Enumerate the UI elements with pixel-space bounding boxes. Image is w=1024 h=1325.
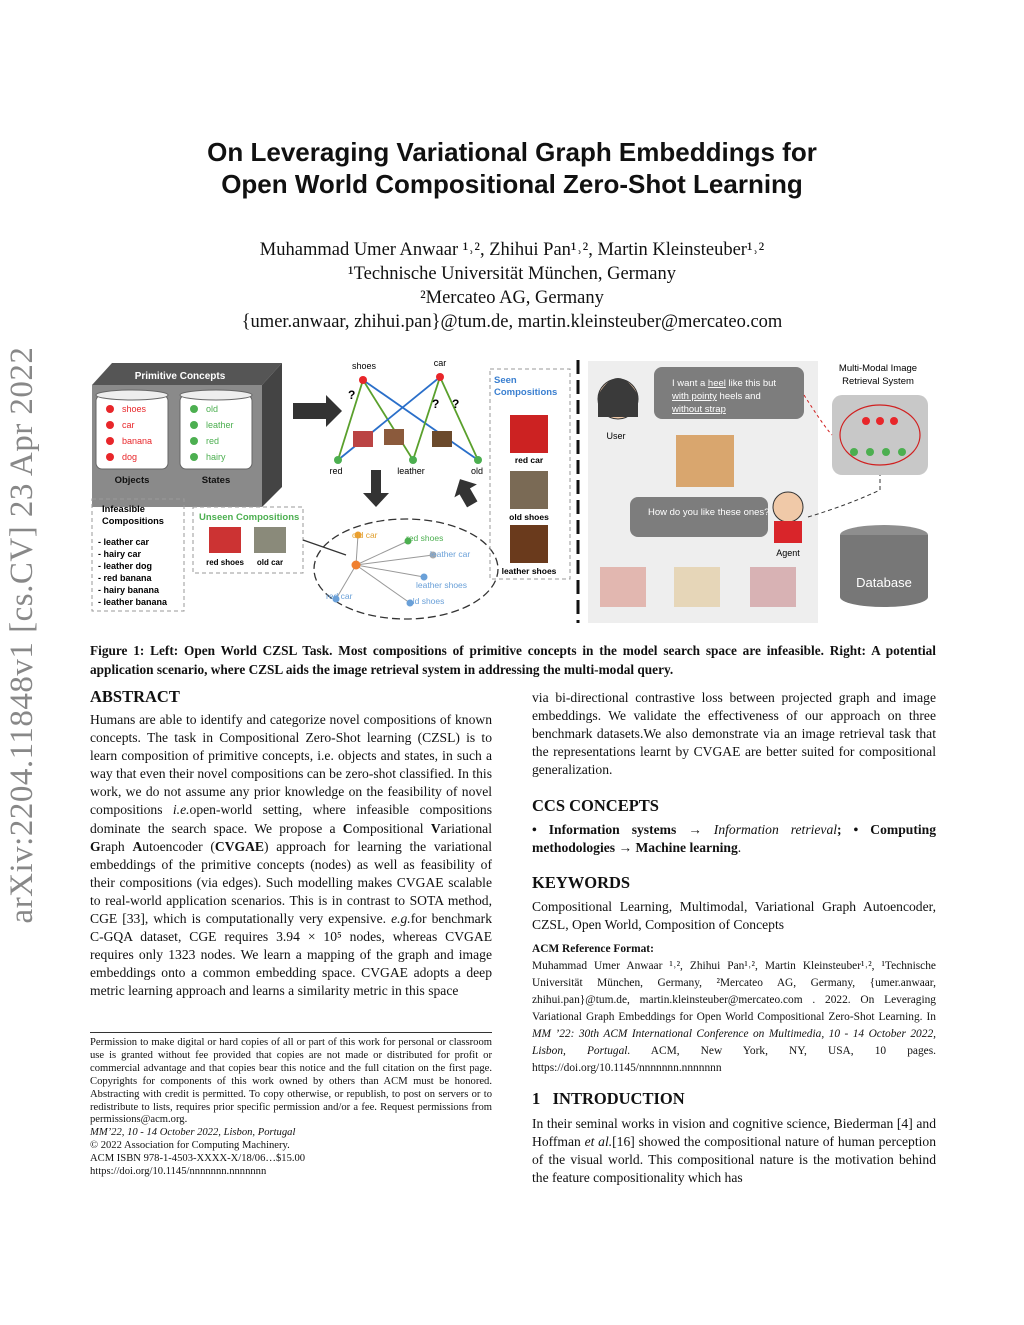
- seen-item: leather shoes: [501, 566, 557, 576]
- question-mark-2: ?: [432, 397, 440, 411]
- copyright-line: © 2022 Association for Computing Machinery.: [90, 1140, 290, 1152]
- state-item: leather: [206, 420, 234, 430]
- intro-heading: 1 INTRODUCTION: [532, 1089, 685, 1108]
- unseen-title: Unseen Compositions: [199, 512, 300, 523]
- seen-item: red car: [514, 455, 544, 465]
- keywords-body: Compositional Learning, Multimodal, Variational Graph Autoencoder, CZSL, Open World, Composition of Concepts: [532, 899, 936, 933]
- abstract-body: Humans are able to identify and categorize novel compositions of known concepts. The task in Compositional Zero-Shot learning (CZSL) is to learn composition of primitive concepts, i.e. objects and states, in such a way that even their novel compositions can be zero-shot classified. In this work, we do not assume any prior knowledge on the feasibility of novel compositions i.e.open-world setting, where infeasible compositions dominate the search space. We propose a Compositional Variational Graph Autoencoder (CVGAE) approach for learning the variational embeddings of the primitive concepts (nodes) as well as feasibility of their compositions (via edges). Such modelling makes CVGAE scalable to real-world application scenarios. This is in contrast to SOTA method, CGE [33], which is computationally very expensive. e.g.for benchmark C-GQA dataset, CGE requires 3.94 × 10⁵ nodes, whereas CVGAE requires only 1323 nodes. We learn a mapping of the graph and image embeddings onto a common embedding space. CVGAE adopts a deep metric learning approach and learns a similarity metric in this space: [90, 712, 493, 999]
- permission-footnote: [90, 1037, 492, 1179]
- state-item: red: [206, 436, 220, 446]
- graph-node-shoes: shoes: [351, 361, 377, 371]
- red-shoes-photo: [209, 527, 241, 553]
- curved-arrow-icon: [448, 473, 485, 510]
- graph-node-red: red: [329, 466, 343, 476]
- graph-node-leather: leather: [397, 466, 425, 476]
- infeasible-item: - leather banana: [98, 597, 168, 607]
- author-names: Muhammad Umer Anwaar ¹˒², Zhihui Pan¹˒², Martin Kleinsteuber¹˒²: [259, 240, 765, 260]
- keywords-heading: KEYWORDS: [532, 873, 631, 892]
- embedding-label: red shoes: [406, 533, 444, 543]
- query-heel-photo: [676, 435, 734, 487]
- arrow-down-icon: [363, 470, 389, 507]
- unseen-arrow: [303, 540, 346, 555]
- object-dot: [106, 421, 114, 429]
- infeasible-item: - leather car: [98, 537, 150, 547]
- footnote-rule: [90, 1032, 492, 1033]
- graph-node-old: old: [470, 466, 484, 476]
- permission-text: Permission to make digital or hard copies of all or part of this work for personal or classroom use is granted without fee provided that copies are not made or distributed for profit or commercial advantage and that copies bear this notice and the full citation on the first page. Copyrights for components of this work owned by others than ACM must be honored. Abstracting with credit is permitted. To copy otherwise, or republish, to post on servers or to redistribute to lists, requires prior specific permission and/or a fee. Request permissions from permissions@acm.org.: [90, 1037, 492, 1126]
- old-car-photo: [254, 527, 286, 553]
- figure-1: [88, 355, 938, 630]
- embedding-link: [356, 565, 410, 603]
- doi-line: https://doi.org/10.1145/nnnnnnn.nnnnnnn: [90, 1166, 267, 1178]
- affiliation-2: ²Mercateo AG, Germany: [420, 288, 604, 308]
- state-dot: [190, 437, 198, 445]
- acm-reference: [532, 941, 936, 1077]
- embedding-label: leather shoes: [416, 580, 468, 590]
- seen-title: Seen Compositions: [494, 375, 558, 398]
- agent-label: Agent: [776, 548, 800, 558]
- object-item: shoes: [122, 404, 147, 414]
- result-heel-3: [750, 567, 796, 607]
- infeasible-title: Infeasible Compositions: [102, 504, 164, 526]
- agent-avatar: [773, 492, 803, 522]
- unseen-item-red-shoes: red shoes: [206, 558, 244, 567]
- abstract-heading: ABSTRACT: [90, 687, 180, 706]
- paper-title: [0, 136, 1024, 200]
- states-label: States: [201, 475, 231, 486]
- mm-system-title-2: Retrieval System: [842, 376, 914, 387]
- object-item: banana: [122, 436, 153, 446]
- arrow-right-icon: [293, 395, 342, 427]
- user-label: User: [606, 431, 626, 441]
- abstract-continued: via bi-directional contrastive loss between projected graph and image embeddings. We validate the effectiveness of our approach on three benchmark datasets.We also demonstrate via an image retrieval task that the representations learnt by CVGAE are better suited for compositional generalization.: [532, 690, 936, 778]
- leather-shoes-photo: [510, 525, 548, 563]
- state-item: old: [206, 404, 219, 414]
- ccs-body: • Information systems → Information retrieval; • Computing methodologies → Machine learning.: [532, 822, 936, 856]
- affiliation-1: ¹Technische Universität München, Germany: [348, 264, 676, 284]
- acm-ref-heading: ACM Reference Format:: [532, 943, 654, 955]
- title-line-2: Open World Compositional Zero-Shot Learning: [221, 169, 803, 199]
- infeasible-item: - hairy banana: [98, 585, 160, 595]
- user-message: I want a heel like this but with pointy heels and without strap: [672, 378, 779, 415]
- old-shoes-photo: [510, 471, 548, 509]
- author-emails: {umer.anwaar, zhihui.pan}@tum.de, martin.kleinsteuber@mercateo.com: [241, 312, 783, 332]
- embedding-label: leather car: [430, 549, 471, 559]
- infeasible-item: - hairy car: [98, 549, 142, 559]
- isbn-line: ACM ISBN 978-1-4503-XXXX-X/18/06…$15.00: [90, 1153, 306, 1165]
- compositional-graph: [334, 373, 482, 464]
- result-heel-2: [674, 567, 720, 607]
- graph-node-car: car: [433, 358, 447, 368]
- objects-label: Objects: [114, 475, 150, 486]
- state-dot: [190, 421, 198, 429]
- query-embedding-point: [352, 561, 361, 570]
- red-car-photo: [510, 415, 548, 453]
- object-dot: [106, 437, 114, 445]
- ccs-heading: CCS CONCEPTS: [532, 796, 659, 815]
- unseen-item-old-car: old car: [256, 558, 284, 567]
- author-block: [0, 238, 1024, 334]
- agent-message: How do you like these ones?: [648, 507, 770, 518]
- infeasible-list: [98, 537, 168, 607]
- mm-system-title-1: Multi-Modal Image: [838, 363, 918, 374]
- title-line-1: On Leveraging Variational Graph Embeddings for: [207, 137, 817, 167]
- infeasible-item: - leather dog: [98, 561, 153, 571]
- intro-body: In their seminal works in vision and cognitive science, Biederman [4] and Hoffman et al.[16] showed the compositional nature of human perception of the visual world. This compositional nature is the motivation behind the feature compositionality which has: [532, 1116, 936, 1186]
- arxiv-identifier: arXiv:2204.11848v1 [cs.CV] 23 Apr 2022: [4, 346, 40, 924]
- embedding-label: old car: [352, 530, 378, 540]
- result-heel-1: [600, 567, 646, 607]
- state-dot: [190, 405, 198, 413]
- embedding-link: [356, 565, 424, 577]
- embedding-label: red car: [326, 591, 353, 601]
- state-item: hairy: [206, 452, 226, 462]
- object-dot: [106, 453, 114, 461]
- seen-item: old shoes: [509, 512, 549, 522]
- acm-ref-body: Muhammad Umer Anwaar ¹˒², Zhihui Pan¹˒², Martin Kleinsteuber¹˒², ¹Technische Universität München, Germany, ²Mercateo AG, Germany, {umer.anwaar, zhihui.pan}@tum.de, martin.kleinsteuber@mercateo.com . 2022. On Leveraging Variational Graph Embeddings for Open World Compositional Zero-Shot Learning. In MM ’22: 30th ACM International Conference on Multimedia, 10 - 14 October 2022, Lisbon, Portugal. ACM, New York, NY, USA, 10 pages. https://doi.org/10.1145/nnnnnnn.nnnnnnn: [532, 960, 936, 1074]
- primitive-concepts-title: Primitive Concepts: [134, 371, 226, 382]
- mm-system-box: [832, 395, 928, 475]
- question-mark-3: ?: [452, 397, 460, 411]
- embedding-label: old shoes: [408, 596, 445, 606]
- object-item: car: [122, 420, 135, 430]
- question-mark-1: ?: [348, 388, 356, 402]
- database-label: Database: [856, 575, 912, 590]
- figure-caption: Figure 1: Left: Open World CZSL Task. Most compositions of primitive concepts in the model search space are infeasible. Right: A potential application scenario, where CZSL aids the image retrieval system in addressing the multi-modal query.: [90, 643, 936, 677]
- venue-line: MM’22, 10 - 14 October 2022, Lisbon, Portugal: [90, 1127, 296, 1139]
- infeasible-item: - red banana: [98, 573, 152, 583]
- object-dot: [106, 405, 114, 413]
- object-item: dog: [122, 452, 138, 462]
- state-dot: [190, 453, 198, 461]
